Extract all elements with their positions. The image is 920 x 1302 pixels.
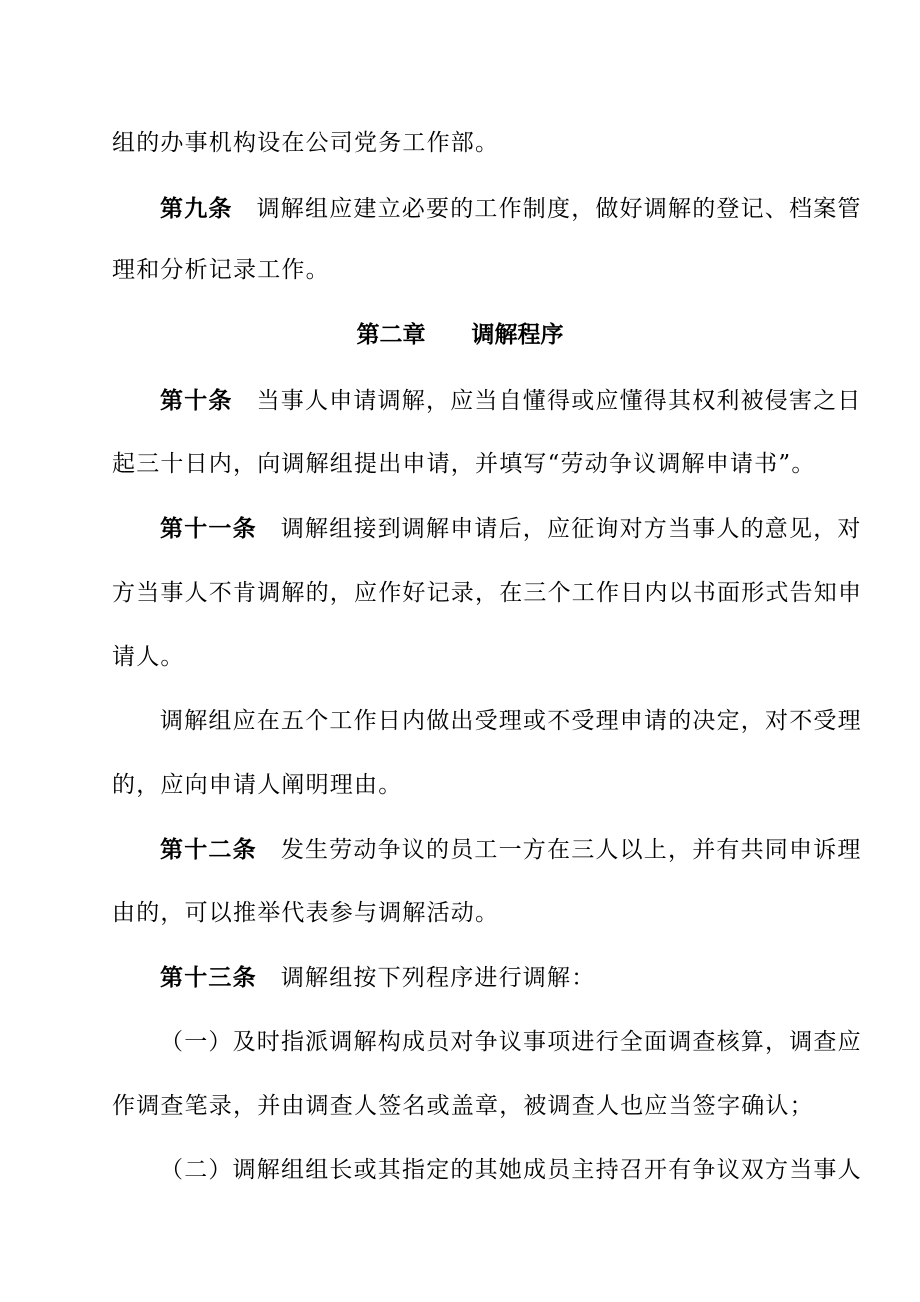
article-9-label: 第九条 [160, 195, 233, 222]
article-10-line-2: 起三十日内，向调解组提出申请，并填写“劳动争议调解申请书”。 [112, 451, 816, 477]
article-11-line-2: 方当事人不肯调解的，应作好记录，在三个工作日内以书面形式告知申 [112, 580, 863, 606]
chapter-number: 第二章 [356, 321, 426, 348]
chapter-heading [0, 320, 920, 350]
item-1-line-1: （一）及时指派调解构成员对争议事项进行全面调查核算，调查应 [160, 1029, 862, 1055]
article-10-text: 当事人申请调解，应当自懂得或应懂得其权利被侵害之日 [256, 388, 862, 414]
article-12-text: 发生劳动争议的员工一方在三人以上，并有共同申诉理 [280, 837, 862, 863]
article-11-line-3: 请人。 [112, 644, 185, 670]
article-11-para2-line-1: 调解组应在五个工作日内做出受理或不受理申请的决定，对不受理 [160, 708, 862, 734]
article-10-label: 第十条 [160, 387, 233, 414]
article-13-line-1 [160, 963, 832, 993]
article-11-label: 第十一条 [160, 515, 257, 542]
item-2-line-1: （二）调解组组长或其指定的其她成员主持召开有争议双方当事人 [160, 1157, 862, 1183]
chapter-title: 调解程序 [471, 321, 564, 348]
article-12-label: 第十二条 [160, 836, 257, 863]
article-12-line-2: 由的，可以推举代表参与调解活动。 [112, 900, 500, 926]
article-11-line-1 [160, 514, 862, 544]
article-9-line-2: 理和分析记录工作。 [112, 257, 330, 283]
article-10-line-1 [160, 386, 862, 416]
paragraph-line: 组的办事机构设在公司党务工作部。 [112, 130, 500, 156]
article-13-text: 调解组按下列程序进行调解： [280, 965, 596, 991]
article-9-text: 调解组应建立必要的工作制度，做好调解的登记、档案管 [256, 196, 862, 222]
article-11-text: 调解组接到调解申请后，应征询对方当事人的意见，对 [280, 516, 862, 542]
item-1-line-2: 作调查笔录，并由调查人签名或盖章，被调查人也应当签字确认； [112, 1093, 814, 1119]
article-9-line-1 [160, 194, 862, 224]
article-11-para2-line-2: 的，应向申请人阐明理由。 [112, 772, 403, 798]
article-12-line-1 [160, 835, 862, 865]
article-13-label: 第十三条 [160, 964, 257, 991]
